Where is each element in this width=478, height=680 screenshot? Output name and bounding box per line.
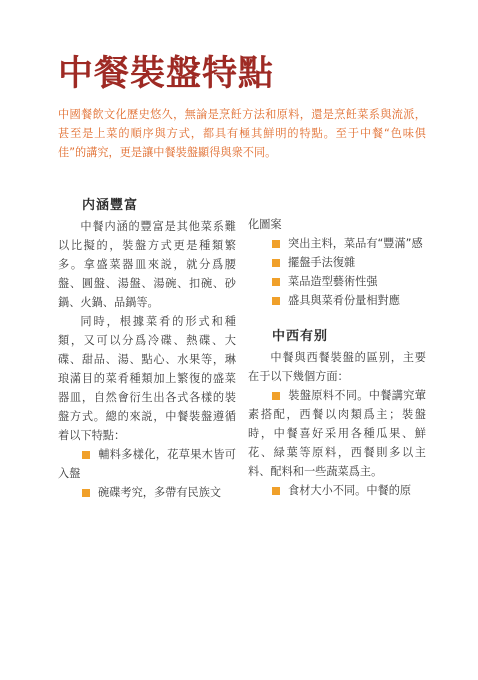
body-paragraph: 中餐與西餐裝盤的區别，主要在于以下幾個方面： (248, 351, 426, 383)
bullet-text: 食材大小不同。中餐的原 (288, 484, 412, 497)
bullet-item (248, 253, 426, 272)
bullet-text: 輔料多樣化，花草果木皆可入盤 (58, 448, 236, 480)
square-bullet-icon (272, 240, 280, 248)
square-bullet-icon (82, 451, 90, 459)
section-heading-zhongxi: 中西有别 (272, 329, 329, 344)
bullet-item (248, 272, 426, 291)
bullet-text: 盛具與菜肴份量相對應 (288, 294, 400, 307)
square-bullet-icon (82, 489, 90, 497)
square-bullet-icon (272, 259, 280, 267)
intro-paragraph: 中國餐飲文化歷史悠久，無論是烹飪方法和原料，還是烹飪菜系與流派，甚至是上菜的順序與方式，都具有極其鮮明的特點。至于中餐“色味俱佳”的講究，更是讓中餐裝盤顯得與衆不同。 (58, 108, 426, 159)
square-bullet-icon (272, 487, 280, 495)
square-bullet-icon (272, 297, 280, 305)
square-bullet-icon (272, 278, 280, 286)
bullet-text: 擺盤手法復雜 (288, 256, 356, 269)
bullet-continuation: 化圖案 (248, 218, 282, 231)
right-column (248, 215, 426, 500)
bullet-item (58, 483, 236, 502)
bullet-text: 裝盤原料不同。中餐講究葷素搭配，西餐以肉類爲主；裝盤時，中餐喜好采用各種瓜果、鮮花、緑葉等原料，西餐則多以主料、配料和一些蔬菜爲主。 (248, 389, 426, 478)
body-paragraph: 同時，根據菜肴的形式和種類，又可以分爲冷碟、熱碟、大碟、甜品、湯、點心、水果等，琳琅滿目的菜肴種類加上繁復的盛菜器皿，自然會衍生出各式各樣的裝盤方式。總的來説，中餐裝盤遵循着以下特點： (58, 315, 236, 442)
bullet-item (248, 386, 426, 481)
left-column (58, 196, 236, 502)
bullet-text: 碗碟考究，多帶有民族文 (98, 486, 222, 499)
bullet-text: 突出主料，菜品有“豐滿”感 (288, 237, 423, 250)
section-heading-neihan: 内涵豐富 (82, 198, 139, 213)
body-paragraph: 中餐内涵的豐富是其他菜系難以比擬的，裝盤方式更是種類繁多。拿盛菜器皿來説，就分爲腰盤、圓盤、湯盤、湯碗、扣碗、砂鍋、火鍋、品鍋等。 (58, 220, 236, 309)
bullet-item (248, 234, 426, 253)
bullet-text: 菜品造型藝術性强 (288, 275, 378, 288)
bullet-item (58, 445, 236, 483)
bullet-item (248, 481, 426, 500)
square-bullet-icon (272, 392, 280, 400)
bullet-item (248, 291, 426, 310)
page-title: 中餐裝盤特點 (58, 54, 275, 94)
